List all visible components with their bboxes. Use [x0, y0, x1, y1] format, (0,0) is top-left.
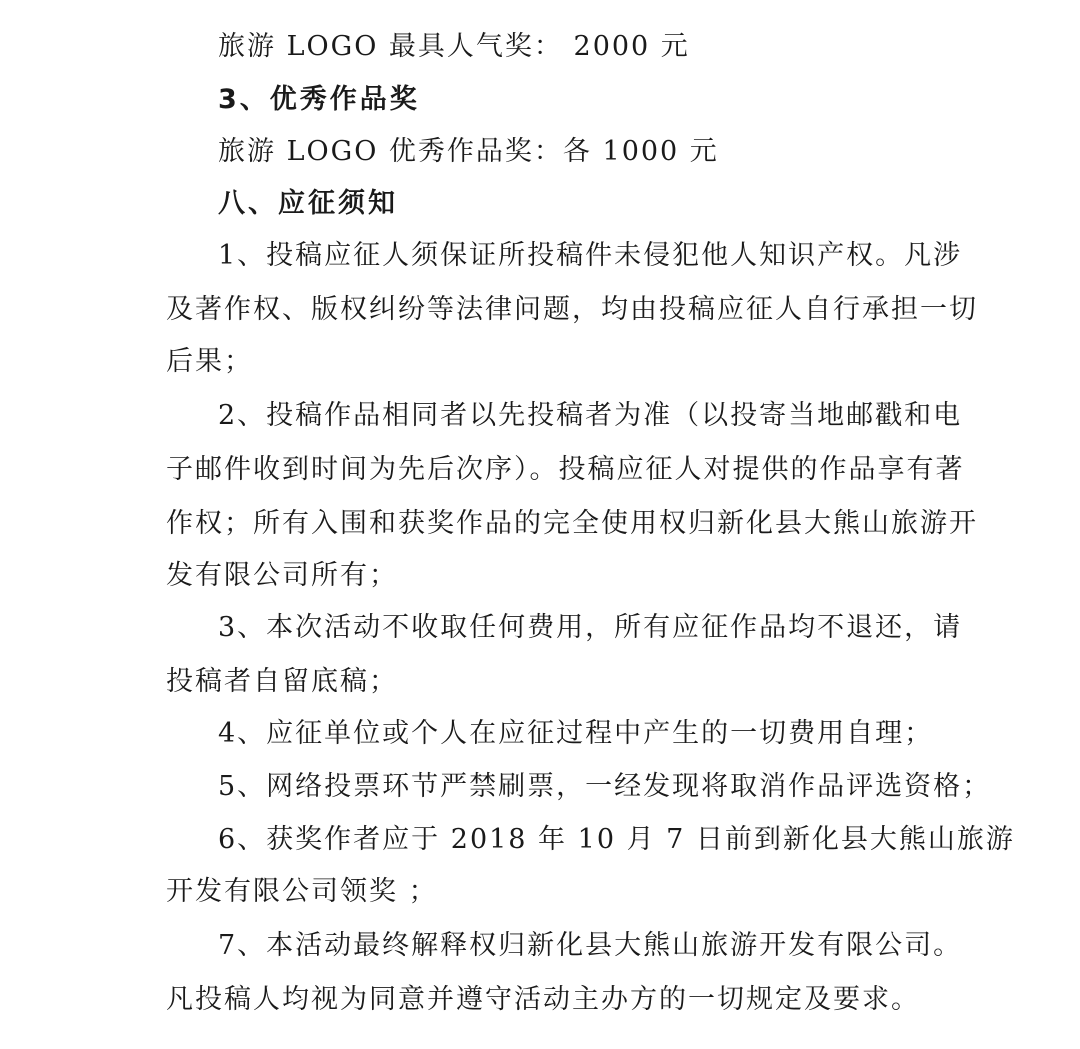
notice-7-line-2: 凡投稿人均视为同意并遵守活动主办方的一切规定及要求。	[166, 984, 920, 1015]
notice-1-line-1: 1、投稿应征人须保证所投稿件未侵犯他人知识产权。凡涉	[218, 240, 963, 271]
notice-1-line-3: 后果；	[166, 346, 253, 377]
notice-3-line-1: 3、本次活动不收取任何费用，所有应征作品均不退还，请	[218, 612, 963, 643]
notice-2-line-1: 2、投稿作品相同者以先投稿者为准（以投寄当地邮戳和电	[218, 400, 963, 431]
notice-3-line-2: 投稿者自留底稿；	[166, 666, 398, 697]
section-notice-heading: 八、应征须知	[218, 188, 398, 219]
notice-6-line-1: 6、获奖作者应于 2018 年 10 月 7 日前到新化县大熊山旅游	[218, 824, 1015, 855]
section-excellent-award-heading: 3、优秀作品奖	[218, 84, 420, 115]
notice-5-line: 5、网络投票环节严禁刷票，一经发现将取消作品评选资格；	[218, 771, 992, 802]
notice-7-line-1: 7、本活动最终解释权归新化县大熊山旅游开发有限公司。	[218, 930, 963, 961]
award-excellent-line: 旅游 LOGO 优秀作品奖：各 1000 元	[218, 136, 719, 167]
notice-2-line-4: 发有限公司所有；	[166, 560, 398, 591]
notice-1-line-2: 及著作权、版权纠纷等法律问题，均由投稿应征人自行承担一切	[166, 294, 978, 325]
notice-2-line-3: 作权；所有入围和获奖作品的完全使用权归新化县大熊山旅游开	[166, 508, 978, 539]
award-popular-line: 旅游 LOGO 最具人气奖： 2000 元	[218, 31, 690, 62]
notice-4-line: 4、应征单位或个人在应征过程中产生的一切费用自理；	[218, 718, 934, 749]
notice-2-line-2: 子邮件收到时间为先后次序）。投稿应征人对提供的作品享有著	[166, 454, 965, 485]
notice-6-line-2: 开发有限公司领奖 ；	[166, 876, 438, 907]
